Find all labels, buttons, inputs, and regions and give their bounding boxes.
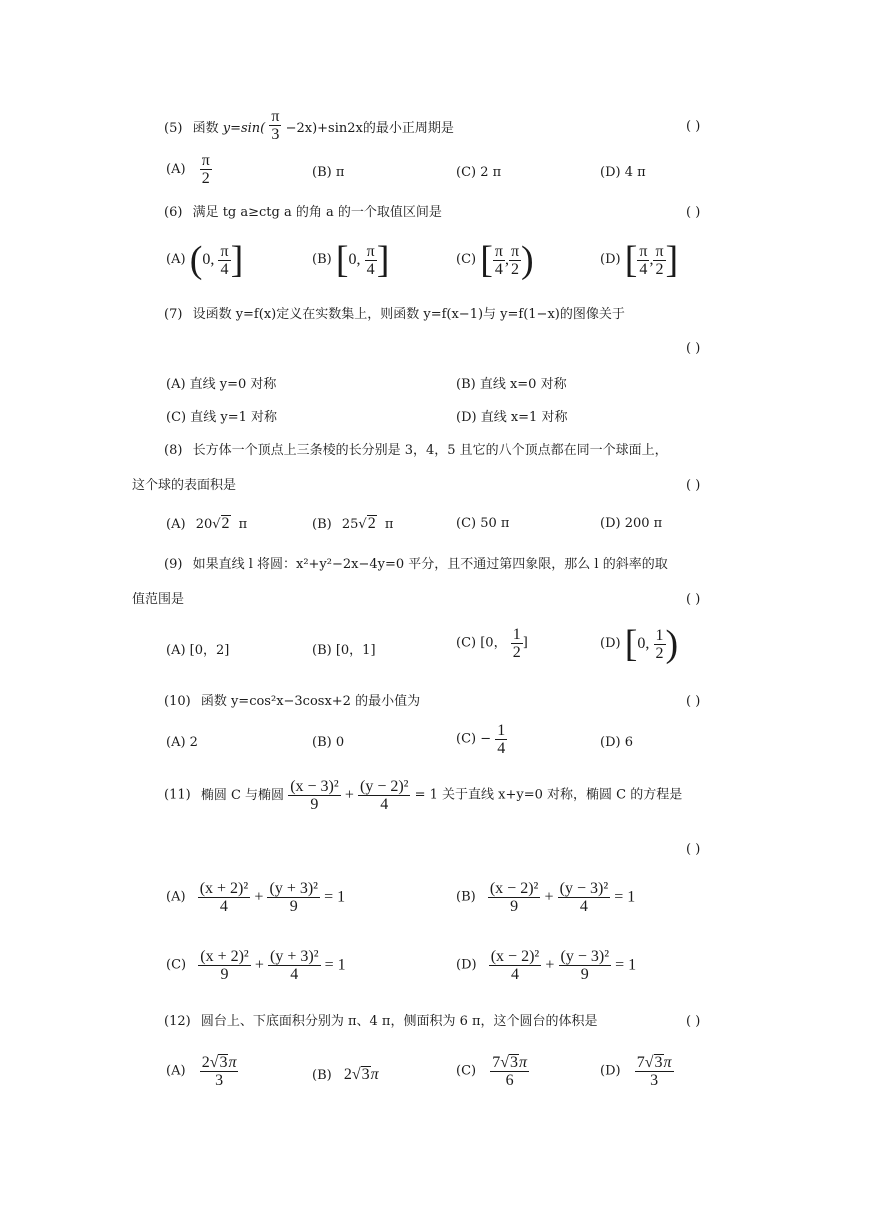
q6-option-c[interactable]: (C) [ $\frac{\pi}{4}$ , $\frac{\pi}{2}$ ) [456,239,534,281]
q5-fraction: $\frac{\pi}{3}$ [271,108,280,143]
q10-option-b[interactable]: (B) 0 [312,735,345,750]
q9-option-a[interactable]: (A) [0，2] [166,643,230,658]
q10-stem: (10) 函数 y=cos²x−3cosx+2 的最小值为 [164,694,421,709]
q6-option-b[interactable]: (B) [0, $\frac{\pi}{4}$ ] [312,239,390,281]
q10-option-a[interactable]: (A) 2 [166,735,198,750]
q7-option-b[interactable]: (B) 直线 x=0 对称 [456,377,567,392]
q5-expr-head: y=sin( [222,121,266,136]
q8-stem-line1: (8) 长方体一个顶点上三条棱的长分别是 3，4，5 且它的八个顶点都在同一个球面上， [164,443,668,458]
q11-option-b[interactable]: (B) $\frac{\text{(x − 2)²}}{9}$ + $\frac{\text{(y − 3)²}}{4}$ = 1 [456,880,636,915]
q12-answer-paren: ( ) [686,1014,701,1029]
q5-lead: 函数 [192,121,219,136]
q8-option-c[interactable]: (C) 50 π [456,516,510,531]
q9-option-c[interactable]: (C) [0， $\frac{1}{2}$ ] [456,626,528,661]
q5-option-b[interactable]: (B) π [312,165,345,180]
q7-option-c[interactable]: (C) 直线 y=1 对称 [166,410,277,425]
q9-stem-line1: (9) 如果直线 l 将圆：x²+y²−2x−4y=0 平分，且不通过第四象限，那么 l 的斜率的取 [164,557,668,572]
q10-answer-paren: ( ) [686,694,701,709]
q11-option-d[interactable]: (D) $\frac{\text{(x − 2)²}}{4}$ + $\frac{\text{(y − 3)²}}{9}$ = 1 [456,948,637,983]
q7-option-a[interactable]: (A) 直线 y=0 对称 [166,377,277,392]
q12-option-a[interactable]: (A) $\frac{2√3\pi}{3}$ [166,1054,237,1089]
q6-stem: (6) 满足 tg a≥ctg a 的角 a 的一个取值区间是 [164,205,442,220]
q8-option-d[interactable]: (D) 200 π [600,516,663,531]
q6-answer-paren: ( ) [686,205,701,220]
q7-answer-paren: ( ) [686,341,701,356]
q9-option-d[interactable]: (D) [0, $\frac{1}{2}$ ) [600,623,679,665]
q9-option-b[interactable]: (B) [0，1] [312,643,376,658]
q5-stem [164,108,454,143]
q10-option-d[interactable]: (D) 6 [600,735,633,750]
q6-option-d[interactable]: (D) [ $\frac{\pi}{4}$ , $\frac{\pi}{2}$ ] [600,239,679,281]
q7-option-d[interactable]: (D) 直线 x=1 对称 [456,410,568,425]
q5-option-a[interactable]: (A) $\frac{\pi}{2}$ [166,152,210,187]
q10-option-c[interactable]: (C) − $\frac{1}{4}$ [456,722,506,757]
q5-number: (5) [164,121,183,136]
q5-option-d[interactable]: (D) 4 π [600,165,646,180]
q8-stem-line2: 这个球的表面积是 [132,478,237,493]
q12-option-c[interactable]: (C) $\frac{7√3\pi}{6}$ [456,1054,528,1089]
q6-option-a[interactable]: (A) (0, $\frac{\pi}{4}$ ] [166,239,244,281]
q8-option-a[interactable]: (A) 20√2 π [166,515,248,532]
q8-option-b[interactable]: (B) 25√2 π [312,515,394,532]
q11-option-a[interactable]: (A) $\frac{\text{(x + 2)²}}{4}$ + $\frac{\text{(y + 3)²}}{9}$ = 1 [166,880,346,915]
q8-answer-paren: ( ) [686,478,701,493]
q5-expr-tail: −2x)+sin2x [285,121,363,136]
q11-option-c[interactable]: (C) $\frac{\text{(x + 2)²}}{9}$ + $\frac{\text{(y + 3)²}}{4}$ = 1 [166,948,346,983]
q12-stem: (12) 圆台上、下底面积分别为 π、4 π，侧面积为 6 π，这个圆台的体积是 [164,1014,598,1029]
q11-answer-paren: ( ) [686,842,701,857]
q5-question: 的最小正周期是 [362,121,454,136]
q9-stem-line2: 值范围是 [132,592,185,607]
q12-option-b[interactable]: (B) 2√3π [312,1066,379,1083]
q11-stem: (11) 椭圆 C 与椭圆 $\frac{\text{(x − 3)²}}{9}$ + $\frac{\text{(y − 2)²}}{4}$ = 1 关于直线 x+y=0 对称，椭圆 C 的方程是 [164,778,683,813]
q5-option-c[interactable]: (C) 2 π [456,165,502,180]
q12-option-d[interactable]: (D) $\frac{7√3\pi}{3}$ [600,1054,672,1089]
q9-answer-paren: ( ) [686,592,701,607]
q5-answer-paren: ( ) [686,119,701,134]
q5-option-a-fraction: $\frac{\pi}{2}$ [201,152,210,187]
q7-stem: (7) 设函数 y=f(x)定义在实数集上，则函数 y=f(x−1)与 y=f(1−x)的图像关于 [164,307,625,322]
